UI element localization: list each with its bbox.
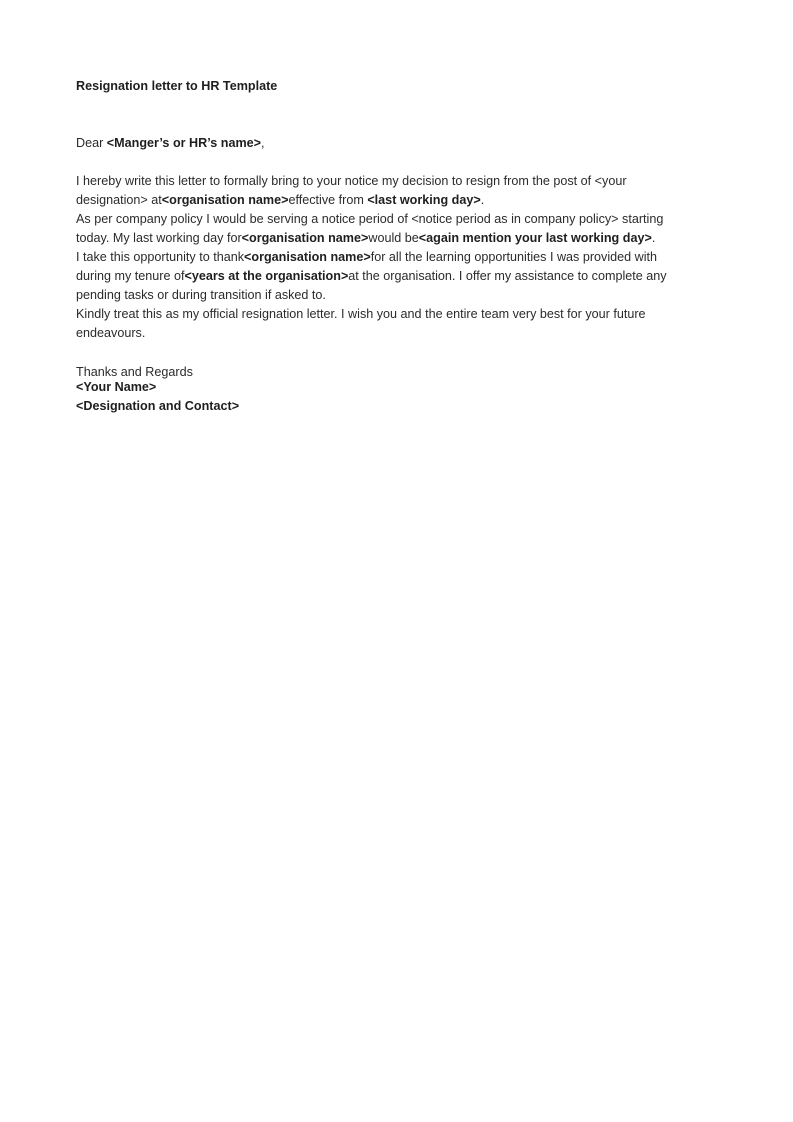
document-title: Resignation letter to HR Template	[76, 79, 278, 93]
body-line	[76, 305, 646, 324]
body-line	[76, 210, 663, 229]
placeholder-text: <years at the organisation>	[184, 269, 349, 283]
body-text: .	[480, 193, 485, 207]
body-line	[76, 229, 655, 248]
body-text: effective from	[288, 193, 368, 207]
signature-name: <Your Name>	[76, 380, 157, 394]
body-text: at the organisation. I offer my assistance to complete any	[348, 269, 667, 283]
body-text: designation> at	[76, 193, 162, 207]
body-text: pending tasks or during transition if asked to.	[76, 288, 326, 302]
body-text: for all the learning opportunities I was provided with	[370, 250, 658, 264]
body-text: I hereby write this letter to formally bring to your notice my decision to resign from the post of <your	[76, 174, 627, 188]
salutation-suffix: ,	[261, 136, 265, 150]
body-text: Kindly treat this as my official resignation letter. I wish you and the entire team very best for your future	[76, 307, 646, 321]
body-line	[76, 172, 627, 191]
body-text: today. My last working day for	[76, 231, 242, 245]
body-line	[76, 248, 657, 267]
body-line	[76, 286, 326, 305]
closing-line: Thanks and Regards	[76, 365, 193, 379]
body-text: during my tenure of	[76, 269, 185, 283]
placeholder-text: <organisation name>	[244, 250, 371, 264]
body-line	[76, 191, 484, 210]
salutation	[76, 134, 265, 153]
placeholder-text: <organisation name>	[161, 193, 289, 207]
signature-details: <Designation and Contact>	[76, 399, 240, 413]
placeholder-text: <again mention your last working day>	[418, 231, 652, 245]
salutation-prefix: Dear	[76, 136, 107, 150]
salutation-name: <Manger’s or HR’s name>	[106, 136, 262, 150]
placeholder-text: <organisation name>	[241, 231, 369, 245]
body-text: would be	[368, 231, 419, 245]
body-line	[76, 267, 667, 286]
body-text: As per company policy I would be serving a notice period of <notice period as in company policy> starting	[76, 212, 664, 226]
body-text: endeavours.	[76, 326, 146, 340]
body-line	[76, 324, 145, 343]
body-text: I take this opportunity to thank	[76, 250, 245, 264]
placeholder-text: <last working day>	[367, 193, 481, 207]
body-text: .	[651, 231, 656, 245]
